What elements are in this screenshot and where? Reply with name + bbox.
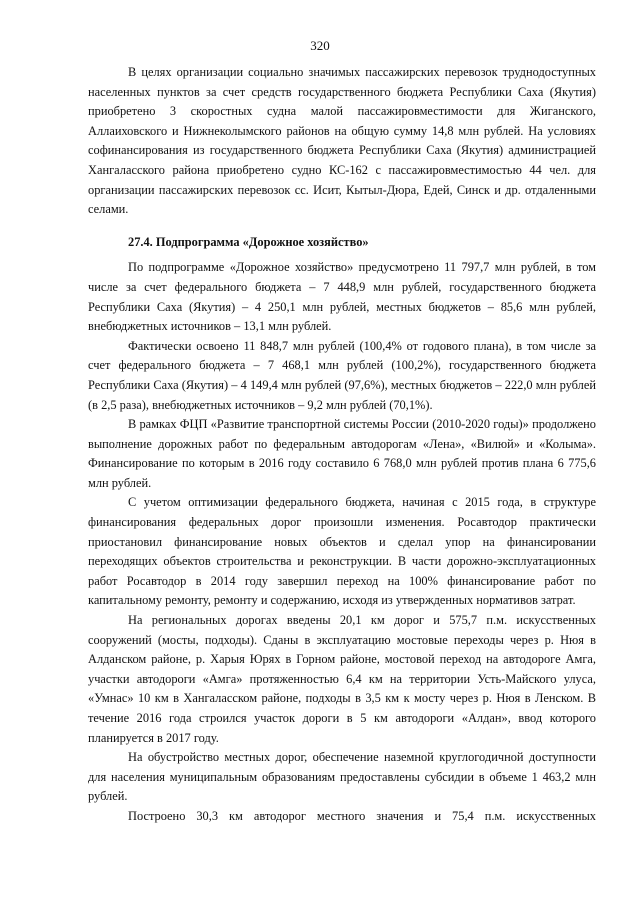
paragraph-boats: В целях организации социально значимых пассажирских перевозок труднодоступных населенных пунктов за счет средств государственного бюджета Республики Саха (Якутия) приобретено 3 скоростных судна малой пассажировместимости для Жиганского, Аллаиховского и Нижнеколымского районов на общую сумму 14,8 млн рублей. На условиях софинансирования из государственного бюджета Республики Саха (Якутия) администрацией Хангаласского района приобретено судно КС-162 с пассажировместимостью 44 чел. для организации пассажирских перевозок сс. Исит, Кытыл-Дюра, Едей, Синск и др. отдаленными селами.	[88, 65, 596, 217]
paragraph-local-roads-built: Построено 30,3 км автодорог местного значения и 75,4 п.м. искусственных	[128, 808, 596, 823]
paragraph-actual-funding: Фактически освоено 11 848,7 млн рублей (100,4% от годового плана), в том числе за счет федерального бюджета – 7 468,1 млн рублей (100,2%), государственного бюджета Республики Саха (Якутия) – 4 149,4 млн рублей (97,6%), местных бюджетов – 222,0 млн рублей (в 2,5 раза), внебюджетных источников – 9,2 млн рублей (70,1%).	[88, 338, 596, 412]
paragraph-budget-optimization: С учетом оптимизации федерального бюджета, начиная с 2015 года, в структуре финансирования федеральных дорог произошли изменения. Росавтодор практически приостановил финансирование новых объектов и сделал упор на финансировании переходящих объектов строительства и реконструкции. В части дорожно-эксплуатационных работ Росавтодор в 2014 году завершил переход на 100% финансирование работ по капитальному ремонту, ремонту и содержанию, исходя из утвержденных нормативов затрат.	[88, 495, 596, 608]
section-heading: 27.4. Подпрограмма «Дорожное хозяйство»	[128, 234, 369, 249]
paragraph-regional-roads: На региональных дорогах введены 20,1 км дорог и 575,7 п.м. искусственных сооружений (мосты, подходы). Сданы в эксплуатацию мостовые переходы через р. Нюя в Алданском районе, р. Харыя Юрях в Горном районе, мостовой переход на автодороге Амга, участки автодороги «Амга» протяженностью 6,4 км на территории Усть-Майского улуса, «Умнас» 10 км в Хангаласском районе, подходы в 3,5 км к мосту через р. Нюя в Ленском. В течение 2016 года строился участок дороги в 5 км автодороги «Алдан», ввод которого планируется в 2017 году.	[88, 613, 596, 745]
page-number: 320	[310, 38, 330, 53]
document-body	[88, 63, 596, 827]
paragraph-federal-program: В рамках ФЦП «Развитие транспортной системы России (2010-2020 годы)» продолжено выполнение дорожных работ по федеральным автодорогам «Лена», «Вилюй» и «Колыма». Финансирование по которым в 2016 году составило 6 768,0 млн рублей против плана 6 775,6 млн рублей.	[88, 417, 596, 490]
paragraph-local-roads-subsidies: На обустройство местных дорог, обеспечение наземной круглогодичной доступности для населения муниципальным образованиям предоставлены субсидии в объеме 1 463,2 млн рублей.	[88, 750, 596, 804]
paragraph-planned-funding: По подпрограмме «Дорожное хозяйство» предусмотрено 11 797,7 млн рублей, в том числе за счет федерального бюджета – 7 448,9 млн рублей, государственного бюджета Республики Саха (Якутия) – 4 250,1 млн рублей, местных бюджетов – 85,6 млн рублей, внебюджетных источников – 13,1 млн рублей.	[88, 260, 596, 334]
